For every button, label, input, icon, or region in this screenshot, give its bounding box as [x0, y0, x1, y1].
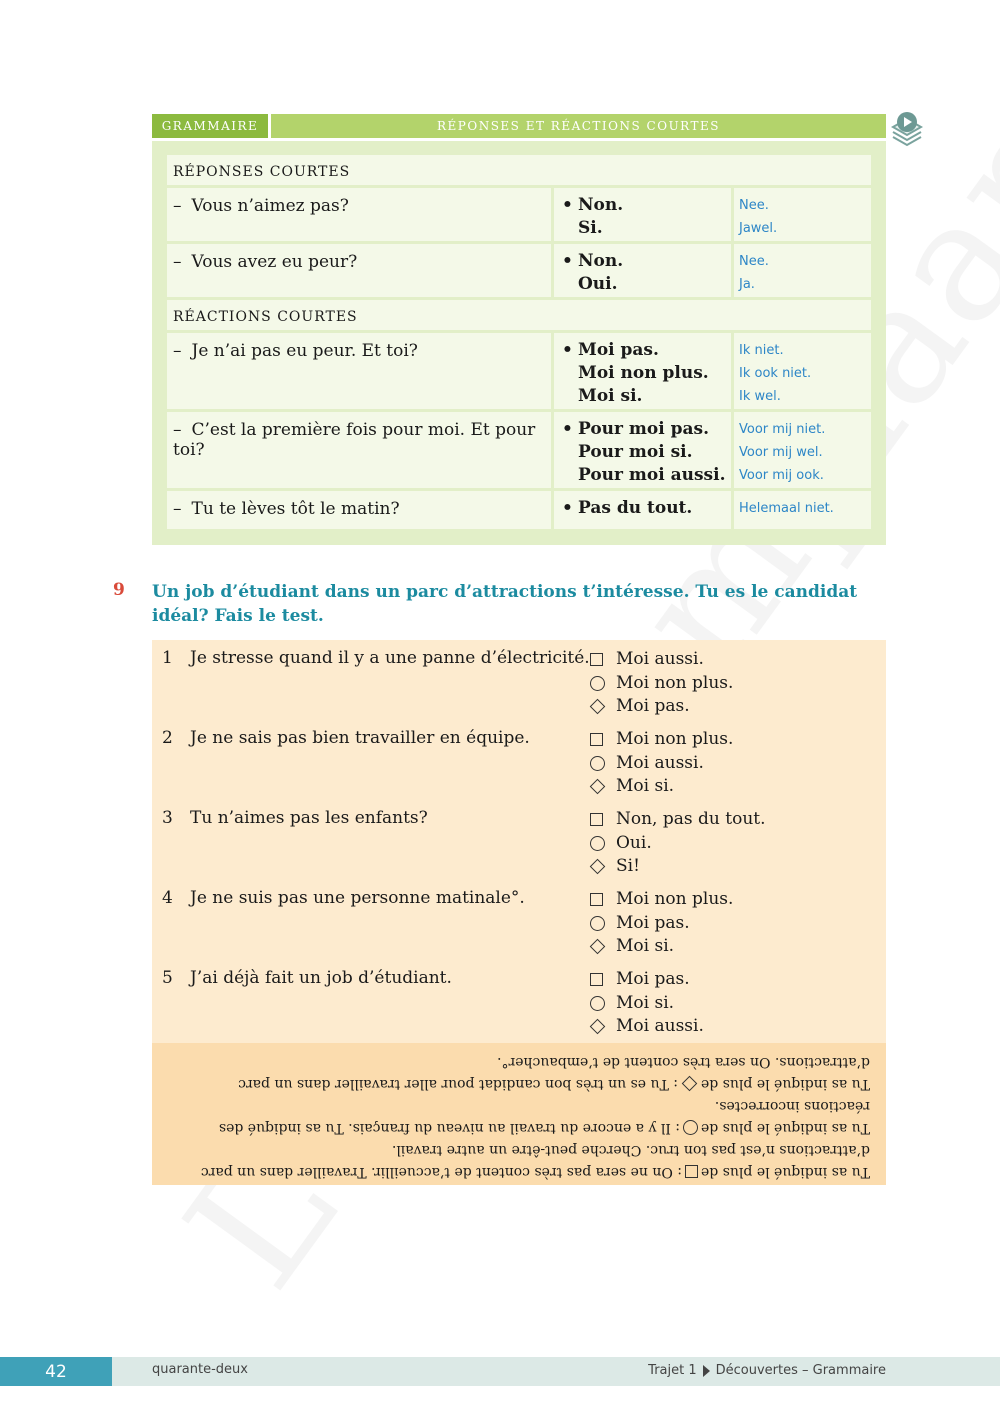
dash: – [173, 252, 182, 272]
circle-icon [590, 676, 605, 691]
diamond-icon [590, 779, 606, 795]
option-text: Moi non plus. [616, 672, 734, 693]
option-circle[interactable] [590, 912, 733, 936]
row-question [167, 244, 551, 297]
option-text: Moi non plus. [616, 729, 734, 749]
page-footer [0, 1357, 1000, 1386]
quiz-item [162, 648, 592, 668]
quiz-options [590, 968, 704, 1039]
answer-body: : Il y a encore du travail au niveau du français. Tu as indiqué des réactions incorrectes. [218, 1098, 870, 1136]
quiz-options [590, 888, 733, 959]
section-title-reactions: RÉACTIONS COURTES [167, 300, 871, 330]
option-text: Moi non plus. [616, 889, 734, 909]
section-title-reponses: RÉPONSES COURTES [167, 155, 871, 185]
row-answers [554, 412, 731, 488]
diamond-icon [590, 859, 606, 875]
dash: – [173, 341, 182, 361]
row-question [167, 188, 551, 241]
bullet: • [562, 498, 573, 518]
option-circle[interactable] [590, 752, 733, 776]
option-square[interactable] [590, 968, 704, 992]
circle-icon [590, 756, 605, 771]
row-translation [734, 244, 871, 297]
option-text: Moi aussi. [616, 752, 704, 773]
option-text: Moi pas. [616, 696, 690, 716]
answer-text: Pas du tout. [578, 498, 693, 518]
question-text: Vous n’aimez pas? [191, 196, 349, 216]
grammar-table [167, 155, 871, 529]
square-icon [590, 813, 603, 826]
row-translation [734, 188, 871, 241]
circle-icon [590, 996, 605, 1011]
answer-text: Pour moi aussi. [578, 465, 726, 485]
bullet: • [562, 195, 573, 215]
diamond-icon [590, 1019, 606, 1035]
dash: – [173, 499, 182, 519]
item-text: J’ai déjà fait un job d’étudiant. [190, 968, 452, 988]
diamond-icon [590, 939, 606, 955]
table-row [167, 244, 871, 297]
answer-text: Oui. [578, 274, 618, 294]
option-text: Moi aussi. [616, 649, 704, 669]
question-text: Tu te lèves tôt le matin? [191, 499, 400, 519]
translation-text: Ja. [739, 277, 755, 292]
item-number: 2 [162, 728, 173, 748]
row-answers [554, 491, 731, 529]
item-text: Tu n’aimes pas les enfants? [190, 808, 428, 828]
square-icon [590, 893, 603, 906]
option-text: Moi si. [616, 776, 675, 796]
grammar-title: RÉPONSES ET RÉACTIONS COURTES [271, 114, 886, 138]
option-text: Moi pas. [616, 912, 690, 933]
quiz-item [162, 968, 592, 988]
quiz-item [162, 728, 592, 748]
option-text: Si! [616, 856, 640, 876]
table-row [167, 491, 871, 529]
bullet: • [562, 340, 573, 360]
dash: – [173, 196, 182, 216]
option-circle[interactable] [590, 832, 766, 856]
translation-text: Voor mij wel. [739, 445, 823, 460]
row-answers [554, 333, 731, 409]
question-text: C’est la première fois pour moi. Et pour toi? [173, 420, 536, 460]
translation-text: Ik ook niet. [739, 366, 812, 381]
grammar-header [152, 114, 886, 138]
row-translation [734, 333, 871, 409]
answer-text: Non. [578, 251, 624, 271]
answer-body: : On ne sera pas très content de t’accueillir. Travailler dans un parc d’attractions n’est pas ton truc. Cherche peut-être un autre travail. [200, 1142, 870, 1180]
video-play-icon[interactable] [889, 110, 925, 150]
answer-prefix: Tu as indiqué le plus de [701, 1164, 870, 1180]
translation-text: Voor mij ook. [739, 468, 824, 483]
option-square[interactable] [590, 808, 766, 832]
quiz-options [590, 808, 766, 879]
row-answers [554, 244, 731, 297]
question-text: Je n’ai pas eu peur. Et toi? [191, 341, 418, 361]
translation-text: Voor mij niet. [739, 422, 826, 437]
quiz-options [590, 728, 733, 799]
page-number-word: quarante-deux [152, 1362, 248, 1377]
quiz-item [162, 888, 592, 908]
option-diamond[interactable] [590, 855, 766, 879]
item-number: 3 [162, 808, 173, 828]
translation-text: Nee. [739, 254, 769, 269]
table-row [167, 412, 871, 488]
row-translation [734, 412, 871, 488]
item-number: 5 [162, 968, 173, 988]
translation-text: Ik wel. [739, 389, 781, 404]
answer-prefix: Tu as indiqué le plus de [701, 1120, 870, 1136]
item-text: Je ne sais pas bien travailler en équipe. [190, 728, 530, 748]
option-square[interactable] [590, 728, 733, 752]
diamond-icon [682, 1076, 698, 1092]
circle-icon [590, 916, 605, 931]
answer-key-box [152, 1043, 886, 1185]
option-text: Moi pas. [616, 969, 690, 989]
option-text: Moi aussi. [616, 1016, 704, 1036]
row-question [167, 491, 551, 529]
option-text: Moi si. [616, 936, 675, 956]
answer-text: Pour moi si. [578, 442, 693, 462]
section-label: Découvertes – Grammaire [715, 1363, 886, 1378]
bullet: • [562, 251, 573, 271]
bullet: • [562, 419, 573, 439]
option-text: Non, pas du tout. [616, 809, 766, 829]
option-square[interactable] [590, 888, 733, 912]
option-diamond[interactable] [590, 935, 733, 959]
square-icon [590, 653, 603, 666]
answer-text: Moi si. [578, 386, 643, 406]
option-diamond[interactable] [590, 695, 733, 719]
answer-text: Moi pas. [578, 340, 659, 360]
dash: – [173, 420, 182, 440]
question-text: Vous avez eu peur? [191, 252, 358, 272]
footer-breadcrumb [648, 1363, 886, 1378]
answer-prefix: Tu as indiqué le plus de [701, 1076, 870, 1092]
translation-text: Nee. [739, 198, 769, 213]
item-number: 4 [162, 888, 173, 908]
square-icon [590, 733, 603, 746]
item-number: 1 [162, 648, 173, 668]
table-row [167, 188, 871, 241]
option-circle[interactable] [590, 672, 733, 696]
option-diamond[interactable] [590, 775, 733, 799]
trajet-label: Trajet 1 [648, 1363, 697, 1378]
answer-text: Non. [578, 195, 624, 215]
exercise-number: 9 [113, 580, 125, 600]
answer-square [170, 1139, 870, 1183]
circle-icon [683, 1121, 698, 1136]
answer-circle [170, 1095, 870, 1139]
row-translation [734, 491, 871, 529]
answer-text: Si. [578, 218, 603, 238]
triangle-right-icon [703, 1365, 710, 1377]
page-number: 42 [0, 1357, 112, 1386]
answer-text: Pour moi pas. [578, 419, 709, 439]
answer-key-text [170, 1051, 870, 1183]
square-icon [590, 973, 603, 986]
answer-body: : Tu es un très bon candidat pour aller travailler dans un parc d’attractions. On sera très content de t’embaucher°. [238, 1054, 870, 1092]
option-square[interactable] [590, 648, 733, 672]
answer-diamond [170, 1051, 870, 1095]
square-icon [685, 1166, 698, 1179]
grammar-tag: GRAMMAIRE [152, 114, 268, 138]
row-answers [554, 188, 731, 241]
table-row [167, 333, 871, 409]
option-diamond[interactable] [590, 1015, 704, 1039]
item-text: Je stresse quand il y a une panne d’électricité. [190, 648, 590, 668]
option-circle[interactable] [590, 992, 704, 1016]
exercise-question: Un job d’étudiant dans un parc d’attractions t’intéresse. Tu es le candidat idéal? Fais le test. [152, 582, 858, 626]
option-text: Moi si. [616, 992, 675, 1013]
circle-icon [590, 836, 605, 851]
row-question [167, 333, 551, 409]
translation-text: Jawel. [739, 221, 778, 236]
answer-text: Moi non plus. [578, 363, 709, 383]
diamond-icon [590, 699, 606, 715]
quiz-options [590, 648, 733, 719]
translation-text: Helemaal niet. [739, 501, 834, 516]
option-text: Oui. [616, 832, 652, 853]
item-text: Je ne suis pas une personne matinale°. [190, 888, 525, 908]
row-question [167, 412, 551, 488]
translation-text: Ik niet. [739, 343, 784, 358]
quiz-item [162, 808, 592, 828]
